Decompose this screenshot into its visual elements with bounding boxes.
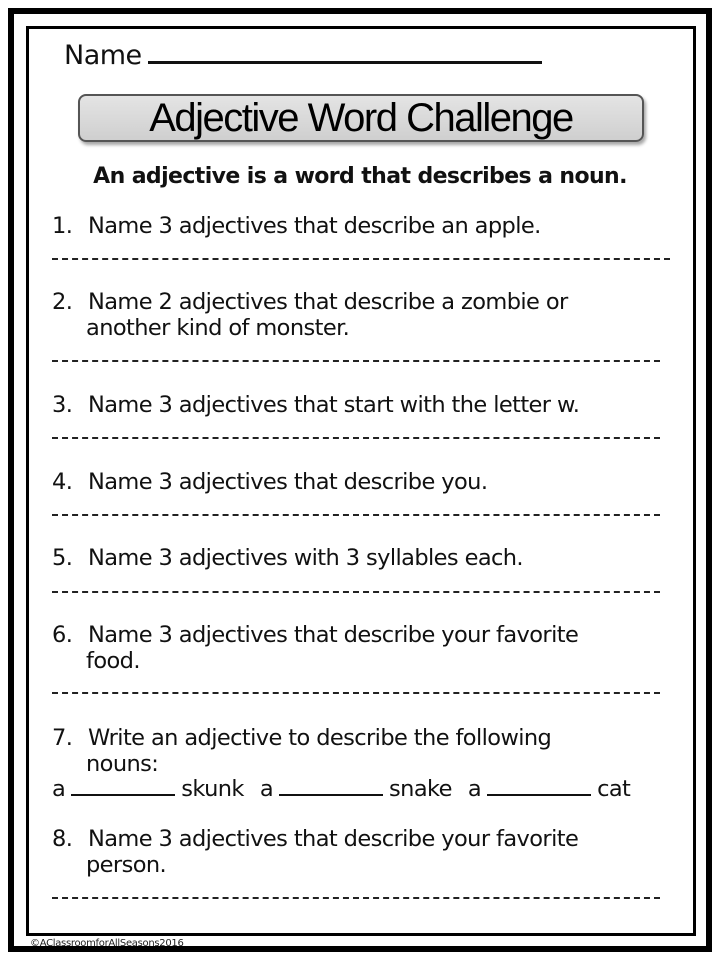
name-blank[interactable] (148, 60, 542, 64)
question-number: 1. (52, 213, 73, 239)
question-text: Name 3 adjectives that describe your favorite (88, 622, 579, 648)
question-number: 7. (52, 725, 73, 751)
question-8 (52, 826, 672, 878)
question-4 (52, 469, 672, 495)
name-label: Name (64, 40, 142, 71)
question-text: Name 3 adjectives with 3 syllables each. (88, 545, 523, 571)
question-number: 6. (52, 622, 73, 648)
answer-line-1[interactable] (52, 258, 670, 260)
name-field (64, 40, 542, 71)
noun-snake: snake (389, 776, 452, 802)
question-5 (52, 545, 672, 571)
question-text-continued: another kind of monster. (86, 315, 350, 341)
nouns-row (52, 776, 630, 802)
answer-line-2[interactable] (52, 360, 660, 362)
title-banner (78, 94, 644, 142)
question-text: Name 3 adjectives that start with the letter w. (88, 392, 580, 418)
noun-blank[interactable] (71, 793, 175, 796)
question-text: Name 3 adjectives that describe your favorite (88, 826, 579, 852)
article: a (259, 776, 274, 802)
copyright-text: ©AClassroomforAllSeasons2016 (30, 938, 184, 949)
article: a (52, 776, 66, 802)
question-text: Name 2 adjectives that describe a zombie or (88, 289, 568, 315)
question-3 (52, 392, 672, 418)
question-text: Name 3 adjectives that describe you. (88, 469, 488, 495)
question-text: Write an adjective to describe the following (88, 725, 552, 751)
question-text-continued: nouns: (86, 751, 159, 777)
question-6 (52, 622, 672, 674)
question-number: 5. (52, 545, 73, 571)
question-number: 8. (52, 826, 73, 852)
answer-line-6[interactable] (52, 692, 660, 694)
question-number: 3. (52, 392, 73, 418)
noun-blank[interactable] (487, 793, 591, 796)
answer-line-5[interactable] (52, 591, 660, 593)
noun-cat: cat (597, 776, 631, 802)
answer-line-4[interactable] (52, 514, 660, 516)
question-text-continued: food. (86, 648, 140, 674)
question-1 (52, 213, 672, 239)
question-text-continued: person. (86, 852, 167, 878)
answer-line-8[interactable] (52, 897, 660, 899)
question-2 (52, 289, 672, 341)
answer-line-3[interactable] (52, 437, 660, 439)
article: a (467, 776, 482, 802)
worksheet-title: Adjective Word Challenge (149, 95, 573, 140)
question-number: 4. (52, 469, 73, 495)
noun-blank[interactable] (279, 793, 383, 796)
question-7 (52, 725, 672, 777)
question-number: 2. (52, 289, 73, 315)
noun-skunk: skunk (181, 776, 244, 802)
question-text: Name 3 adjectives that describe an apple. (88, 213, 541, 239)
definition-text: An adjective is a word that describes a noun. (93, 164, 627, 189)
